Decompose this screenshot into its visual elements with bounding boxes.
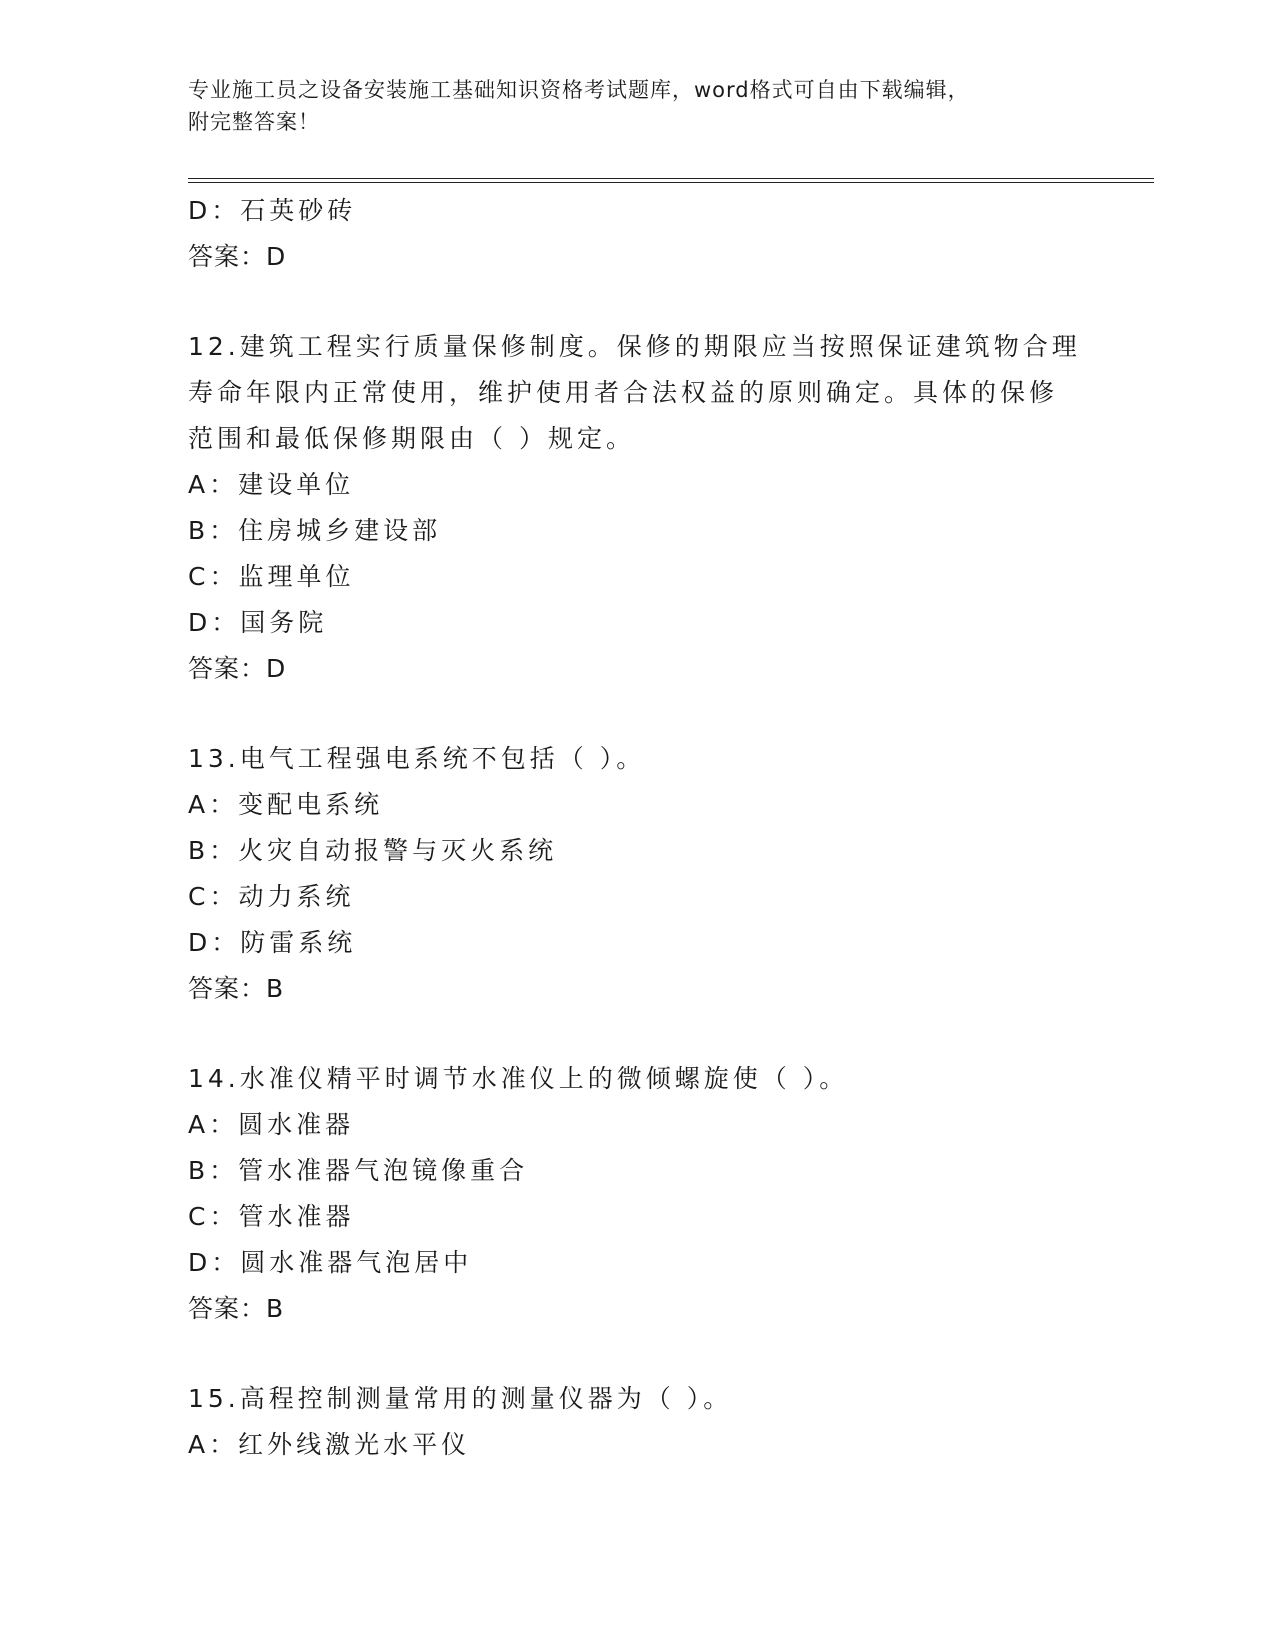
option-a: A：变配电系统 xyxy=(188,790,384,819)
answer-line: 答案：B xyxy=(188,974,285,1003)
question-list xyxy=(188,188,1088,1468)
document-header xyxy=(188,74,1068,138)
question-stem: 寿命年限内正常使用，维护使用者合法权益的原则确定。具体的保修 xyxy=(188,378,1059,407)
option-a: A：建设单位 xyxy=(188,470,355,499)
answer-line: 答案：D xyxy=(188,654,287,683)
header-text-line1: 专业施工员之设备安装施工基础知识资格考试题库，word格式可自由下载编辑， xyxy=(188,78,970,102)
option-a: A：圆水准器 xyxy=(188,1110,355,1139)
option-a: A：红外线激光水平仪 xyxy=(188,1430,471,1459)
question-13 xyxy=(188,736,1088,1012)
question-15 xyxy=(188,1376,1088,1468)
question-12 xyxy=(188,324,1088,692)
option-b: B：火灾自动报警与灭火系统 xyxy=(188,836,558,865)
header-text-line2: 附完整答案！ xyxy=(188,110,320,134)
question-stem: 12.建筑工程实行质量保修制度。保修的期限应当按照保证建筑物合理 xyxy=(188,332,1081,361)
option-d: D：国务院 xyxy=(188,608,328,637)
option-b: B：住房城乡建设部 xyxy=(188,516,442,545)
option-d: D：圆水准器气泡居中 xyxy=(188,1248,473,1277)
answer-line: 答案：B xyxy=(188,1294,285,1323)
header-divider xyxy=(188,178,1154,183)
option-b: B：管水准器气泡镜像重合 xyxy=(188,1156,529,1185)
question-stem: 15.高程控制测量常用的测量仪器为（ ）。 xyxy=(188,1384,733,1413)
option-c: C：管水准器 xyxy=(188,1202,355,1231)
question-stem: 14.水准仪精平时调节水准仪上的微倾螺旋使（ ）。 xyxy=(188,1064,849,1093)
answer-line: 答案：D xyxy=(188,242,287,271)
option-d: D：石英砂砖 xyxy=(188,196,357,225)
question-stem: 13.电气工程强电系统不包括（ ）。 xyxy=(188,744,646,773)
question-14 xyxy=(188,1056,1088,1332)
option-d: D：防雷系统 xyxy=(188,928,357,957)
option-c: C：监理单位 xyxy=(188,562,355,591)
question-stem: 范围和最低保修期限由（ ）规定。 xyxy=(188,424,635,453)
option-c: C：动力系统 xyxy=(188,882,355,911)
